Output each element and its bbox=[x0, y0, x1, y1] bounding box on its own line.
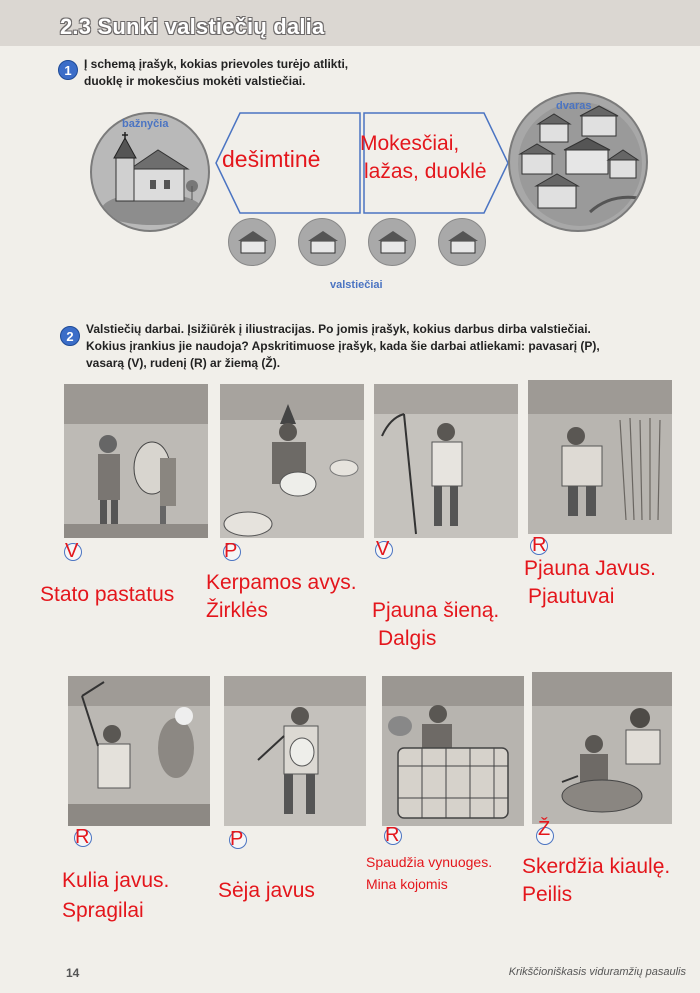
work-answer-8-line-2: Peilis bbox=[522, 883, 573, 906]
house-icon bbox=[439, 219, 487, 267]
work-answer-5-line-2: Spragilai bbox=[62, 899, 144, 922]
work-answer-5-line-1: Kulia javus. bbox=[62, 869, 170, 892]
season-answer-8: Ž bbox=[538, 818, 551, 840]
task-2-instruction-line-1: Valstiečių darbai. Įsižiūrėk į iliustracijas. Po jomis įrašyk, kokius darbus dirba valstiečiai. bbox=[86, 322, 591, 336]
season-answer-7: R bbox=[385, 824, 400, 846]
task-2-badge: 2 bbox=[60, 326, 80, 346]
task-2-instruction-line-2: Kokius įrankius jie naudoja? Apskritimuose įrašyk, kada šie darbai atliekami: pavasarį (P), bbox=[86, 339, 600, 353]
work-answer-8-line-1: Skerdžia kiaulę. bbox=[522, 855, 671, 878]
task-1-badge: 1 bbox=[58, 60, 78, 80]
work-answer-3-line-1: Pjauna šieną. bbox=[372, 599, 500, 622]
manor-label: dvaras bbox=[556, 100, 592, 112]
work-answer-7-line-1: Spaudžia vynuoges. bbox=[366, 854, 493, 870]
peasant-house-3 bbox=[368, 218, 416, 266]
house-icon bbox=[369, 219, 417, 267]
illustration-building bbox=[64, 384, 208, 538]
work-answer-4-line-1: Pjauna Javus. bbox=[524, 557, 656, 580]
work-answer-4-line-2: Pjautuvai bbox=[528, 585, 615, 608]
season-answer-2: P bbox=[224, 540, 238, 562]
season-answer-6: P bbox=[230, 828, 244, 850]
season-answer-4: R bbox=[532, 534, 547, 556]
peasant-house-2 bbox=[298, 218, 346, 266]
task-1-instruction-line-2: duoklę ir mokesčius mokėti valstiečiai. bbox=[84, 74, 306, 88]
church-label: bažnyčia bbox=[122, 118, 169, 130]
illustration-wine-pressing bbox=[382, 676, 524, 826]
peasants-label: valstiečiai bbox=[330, 279, 383, 291]
illustration-pig-slaughter bbox=[532, 672, 672, 824]
work-answer-7-line-2: Mina kojomis bbox=[366, 876, 448, 892]
illustration-sowing bbox=[224, 676, 366, 826]
work-answer-3-line-2: Dalgis bbox=[378, 627, 437, 650]
task-2-instruction-line-3: vasarą (V), rudenį (R) ar žiemą (Ž). bbox=[86, 356, 281, 370]
work-answer-1-line-1: Stato pastatus bbox=[40, 583, 175, 606]
task-1-instruction-line-1: Į schemą įrašyk, kokias prievoles turėjo atlikti, bbox=[84, 57, 349, 71]
duty-answer-right-line-1: Mokesčiai, bbox=[360, 132, 460, 155]
illustration-sheep-shearing bbox=[220, 384, 364, 538]
house-icon bbox=[299, 219, 347, 267]
church-illustration bbox=[90, 112, 210, 232]
duty-answer-left: dešimtinė bbox=[222, 146, 321, 172]
illustration-haymaking bbox=[374, 384, 518, 538]
peasant-house-1 bbox=[228, 218, 276, 266]
page-title: 2.3 Sunki valstiečių dalia bbox=[60, 14, 325, 39]
peasant-house-4 bbox=[438, 218, 486, 266]
illustration-threshing bbox=[68, 676, 210, 826]
work-answer-2-line-1: Kerpamos avys. bbox=[206, 571, 357, 594]
work-answer-2-line-2: Žirklės bbox=[206, 599, 268, 622]
church-icon bbox=[92, 114, 210, 232]
house-icon bbox=[229, 219, 277, 267]
season-answer-1: V bbox=[65, 540, 79, 562]
illustration-reaping bbox=[528, 380, 672, 534]
page-number: 14 bbox=[66, 966, 80, 980]
manor-illustration bbox=[508, 92, 648, 232]
season-answer-5: R bbox=[75, 826, 90, 848]
book-title: Krikščioniškasis viduramžių pasaulis bbox=[508, 966, 686, 978]
work-answer-6-line-1: Sėja javus bbox=[218, 879, 315, 902]
duty-answer-right-line-2: lažas, duoklė bbox=[364, 160, 487, 183]
manor-icon bbox=[510, 94, 648, 232]
season-answer-3: V bbox=[376, 538, 390, 560]
